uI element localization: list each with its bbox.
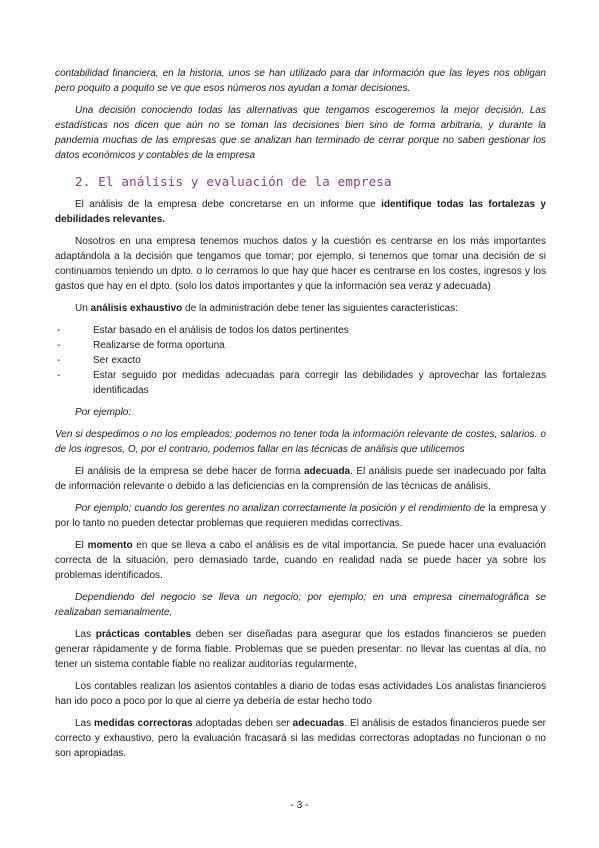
list-dash: -	[57, 355, 61, 366]
text-span: Las	[75, 718, 95, 729]
section-number: 2.	[75, 174, 91, 189]
text-span: Un	[75, 303, 91, 314]
bold-span: identifique todas las fortalezas y debilidades relevantes.	[55, 199, 546, 225]
list-item-text: Realizarse de forma oportuna	[93, 340, 225, 351]
text-span: en que se lleva a cabo el análisis es de vital importancia. Se puede hacer una evaluación correcta de la situación, pero demasiado tarde, cuando en realidad nada se puede hacer ya sobre los problemas identificados.	[55, 540, 546, 581]
list-dash: -	[57, 340, 61, 351]
section-heading	[75, 174, 546, 189]
text-span: deben ser diseñadas para asegurar que los estados financieros se pueden generar rápidamente y de forma fiable. Problemas que se pueden presentar: no llevar las cuentas al día, no tener un sistema contable fiable no realizar auditorías regularmente,	[55, 629, 547, 670]
section-title: El análisis y evaluación de la empresa	[98, 174, 392, 189]
text-span: . El análisis puede ser inadecuado por falta de información relevante o debido a las deficiencias en la comprensión de las técnicas de análisis.	[55, 466, 546, 492]
paragraph-intro-continuation: contabilidad financiera, en la historia, unos se han utilizado para dar información que las leyes nos obligan pero poquito a poquito se ve que esos números nos ayudan a tomar decisiones.	[55, 68, 546, 94]
text-span: El análisis de la empresa debe concretarse en un informe que	[75, 199, 382, 210]
paragraph-por-ejemplo: Por ejemplo:	[75, 407, 132, 418]
italic-span: Por ejemplo; cuando los gerentes no analizan correctamente la posición y el rendimiento de	[75, 503, 486, 514]
list-item	[55, 368, 546, 398]
list-dash: -	[57, 325, 61, 336]
text-span: adoptadas deben ser	[192, 718, 293, 729]
list-item	[55, 338, 546, 353]
bold-span: adecuadas	[292, 718, 345, 729]
paragraph-medidas-correctoras	[55, 716, 546, 761]
paragraph-informe	[55, 197, 546, 227]
paragraph-example-despidos: Ven si despedimos o no los empleados; podemos no tener toda la información relevante de costes, salarios. o de los ingresos, O, por el contrario, podemos fallar en las técnicas de análisis que utilicemos	[55, 429, 546, 455]
text-span: El	[75, 540, 88, 551]
list-item-text: Estar basado en el análisis de todos los datos pertinentes	[93, 325, 349, 336]
text-span: de la administración debe tener las siguientes características:	[182, 303, 458, 314]
list-item	[55, 353, 546, 368]
list-dash: -	[57, 370, 61, 381]
paragraph-analisis-exhaustivo	[55, 301, 546, 316]
bold-span: prácticas contables	[95, 629, 192, 640]
paragraph-decision: Una decisión conociendo todas las alternativas que tengamos escogeremos la mejor decisión. Las estadísticas nos dicen que aún no se toman las decisiones bien sino de forma arbitraria, y durante la pandemia muchas de las empresas que se analizan han terminado de cerrar porque no saben gestionar los datos económicos y contables de la empresa	[55, 105, 546, 161]
paragraph-example-cine: Dependiendo del negocio se lleva un negocio; por ejemplo; en una empresa cinematográfica se realizaban semanalmente,	[55, 592, 546, 618]
document-page	[55, 66, 546, 768]
text-span: Las	[75, 629, 96, 640]
paragraph-example-gerentes	[55, 501, 546, 531]
text-span: la empresa y por lo tanto no pueden detectar problemas que requieren medidas correctivas.	[55, 503, 547, 529]
text-span: . El análisis de estados financieros puede ser correcto y exhaustivo, pero la evaluación fracasará si las medidas correctoras adoptadas no funcionan o no son apropiadas.	[55, 718, 546, 759]
bold-span: adecuada	[303, 466, 351, 477]
paragraph-contables: Los contables realizan los asientos contables a diario de todas esas actividades Los analistas financieros han ido poco a poco por lo que al cierre ya debería de estar hecho todo	[55, 681, 546, 707]
list-item-text: Ser exacto	[93, 355, 141, 366]
list-item	[55, 323, 546, 338]
page-number: - 3 -	[290, 800, 309, 811]
bold-span: momento	[87, 540, 133, 551]
paragraph-practicas-contables	[55, 627, 546, 672]
paragraph-momento	[55, 538, 546, 583]
paragraph-datos: Nosotros en una empresa tenemos muchos datos y la cuestión es centrarse en los más importantes adaptándola a la decisión que tengamos que tomar; por ejemplo, si tenemos que tomar una decisión de si continuamos teniendo un dpto. o lo cerramos lo que hay que hacer es centrarse en los costes, ingresos y los gastos que hay en el dpto. (solo los datos importantes y que la información sea veraz y adecuada)	[55, 236, 546, 292]
characteristics-list	[55, 323, 546, 398]
paragraph-adecuada	[55, 464, 546, 494]
list-item-text: Estar seguido por medidas adecuadas para corregir las debilidades y aprovechar las fortalezas identificadas	[93, 370, 546, 396]
text-span: El análisis de la empresa se debe hacer de forma	[75, 466, 304, 477]
bold-span: medidas correctoras	[94, 718, 193, 729]
bold-span: análisis exhaustivo	[90, 303, 183, 314]
